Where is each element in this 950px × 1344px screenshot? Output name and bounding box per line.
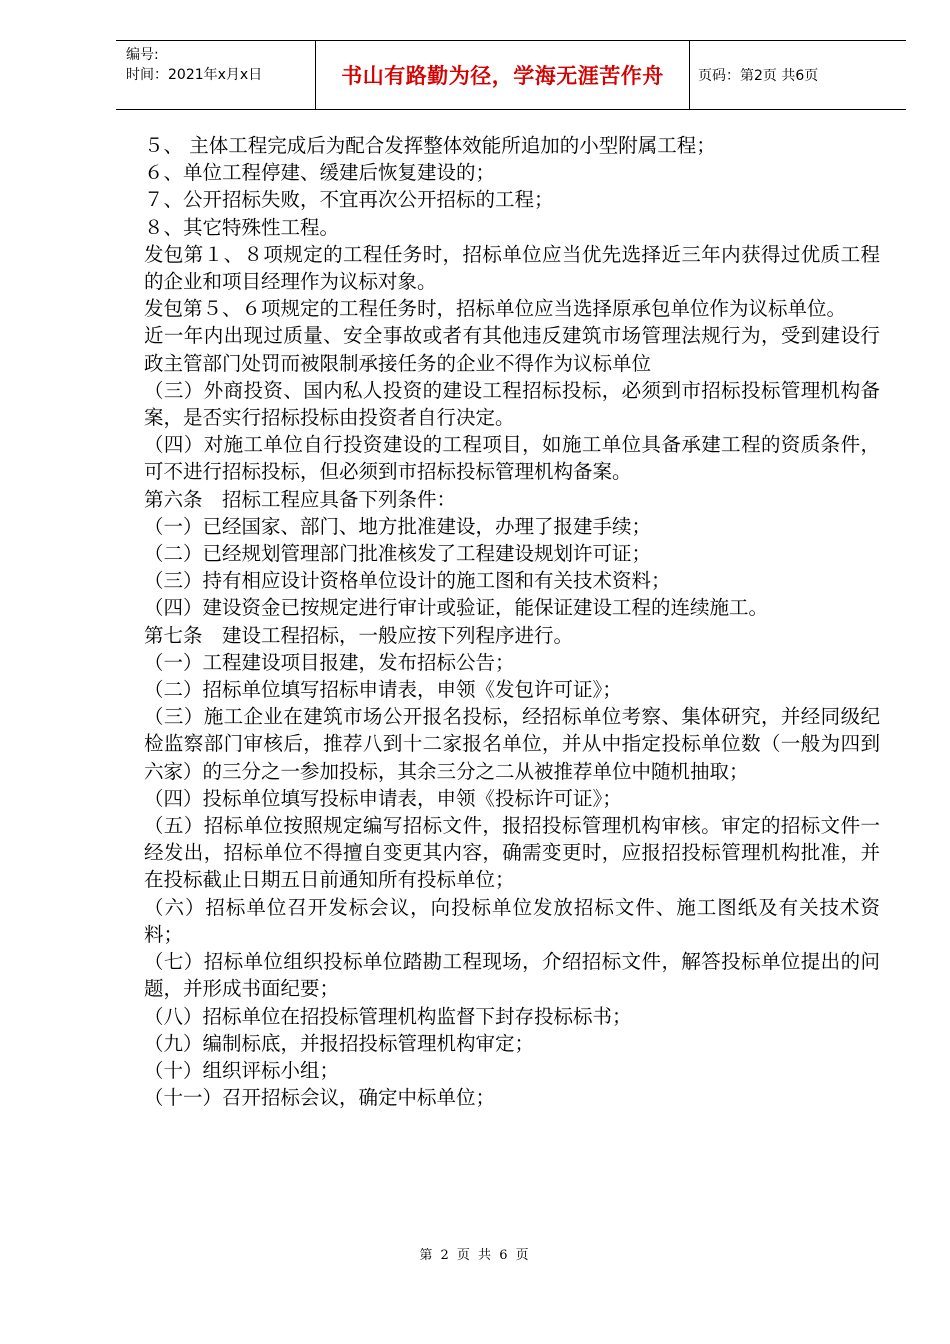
paragraph: （十）组织评标小组；: [144, 1058, 340, 1082]
document-body: [144, 132, 880, 1111]
document-number-label: 编号:: [126, 47, 159, 63]
header-page-info: 页码：第2页 共6页: [698, 68, 819, 84]
paragraph: 发包第５、６项规定的工程任务时，招标单位应当选择原承包单位作为议标单位。: [144, 297, 847, 321]
paragraph: （六）招标单位召开发标会议，向投标单位发放招标文件、施工图纸及有关技术资料；: [144, 895, 880, 946]
paragraph: （四）投标单位填写投标申请表，申领《投标许可证》；: [144, 786, 622, 810]
paragraph: ６、单位工程停建、缓建后恢复建设的；: [144, 161, 496, 185]
paragraph: （七）招标单位组织投标单位踏勘工程现场，介绍招标文件，解答投标单位提出的问题，并形成书面纪要；: [144, 950, 880, 1001]
page-header: [116, 40, 906, 110]
paragraph: 近一年内出现过质量、安全事故或者有其他违反建筑市场管理法规行为，受到建设行政主管部门处罚而被限制承接任务的企业不得作为议标单位: [144, 324, 880, 375]
paragraph: 第七条 建设工程招标，一般应按下列程序进行。: [144, 623, 574, 647]
paragraph: （四）建设资金已按规定进行审计或验证，能保证建设工程的连续施工。: [144, 596, 769, 620]
paragraph: （三）外商投资、国内私人投资的建设工程招标投标，必须到市招标投标管理机构备案，是否实行招标投标由投资者自行决定。: [144, 378, 880, 430]
paragraph: ８、其它特殊性工程。: [144, 215, 340, 239]
header-motto: 书山有路勤为径，学海无涯苦作舟: [341, 63, 664, 88]
document-time-label: 时间：2021年x月x日: [126, 67, 263, 83]
paragraph: 第六条 招标工程应具备下列条件：: [144, 487, 457, 511]
paragraph: （一）工程建设项目报建，发布招标公告；: [144, 650, 515, 674]
paragraph: ５、 主体工程完成后为配合发挥整体效能所追加的小型附属工程；: [144, 134, 716, 157]
paragraph: （九）编制标底，并报招投标管理机构审定；: [144, 1031, 535, 1055]
paragraph: （三）施工企业在建筑市场公开报名投标，经招标单位考察、集体研究，并经同级纪检监察部门审核后，推荐八到十二家报名单位，并从中指定投标单位数（一般为四到六家）的三分之一参加投标，其余三分之二从被推荐单位中随机抽取；: [144, 705, 880, 783]
paragraph: （一）已经国家、部门、地方批准建设，办理了报建手续；: [144, 514, 652, 538]
paragraph: （八）招标单位在招投标管理机构监督下封存投标标书；: [144, 1004, 632, 1028]
paragraph: （五）招标单位按照规定编写招标文件，报招投标管理机构审核。审定的招标文件一经发出，招标单位不得擅自变更其内容，确需变更时，应报招投标管理机构批准，并在投标截止日期五日前通知所有投标单位；: [144, 814, 880, 892]
paragraph: （十一）召开招标会议，确定中标单位；: [144, 1086, 496, 1110]
header-meta: [116, 41, 316, 109]
paragraph: 发包第１、８项规定的工程任务时，招标单位应当优先选择近三年内获得过优质工程的企业和项目经理作为议标对象。: [144, 242, 880, 294]
paragraph: （四）对施工单位自行投资建设的工程项目，如施工单位具备承建工程的资质条件，可不进行招标投标，但必须到市招标投标管理机构备案。: [144, 433, 880, 484]
paragraph: （二）已经规划管理部门批准核发了工程建设规划许可证；: [144, 542, 652, 566]
paragraph: （三）持有相应设计资格单位设计的施工图和有关技术资料；: [144, 569, 671, 593]
header-motto-cell: [316, 41, 690, 109]
paragraph: ７、公开招标失败，不宜再次公开招标的工程；: [144, 188, 554, 212]
page-footer: 第 2 页 共 6 页: [419, 1248, 531, 1263]
paragraph: （二）招标单位填写招标申请表，申领《发包许可证》；: [144, 678, 622, 702]
